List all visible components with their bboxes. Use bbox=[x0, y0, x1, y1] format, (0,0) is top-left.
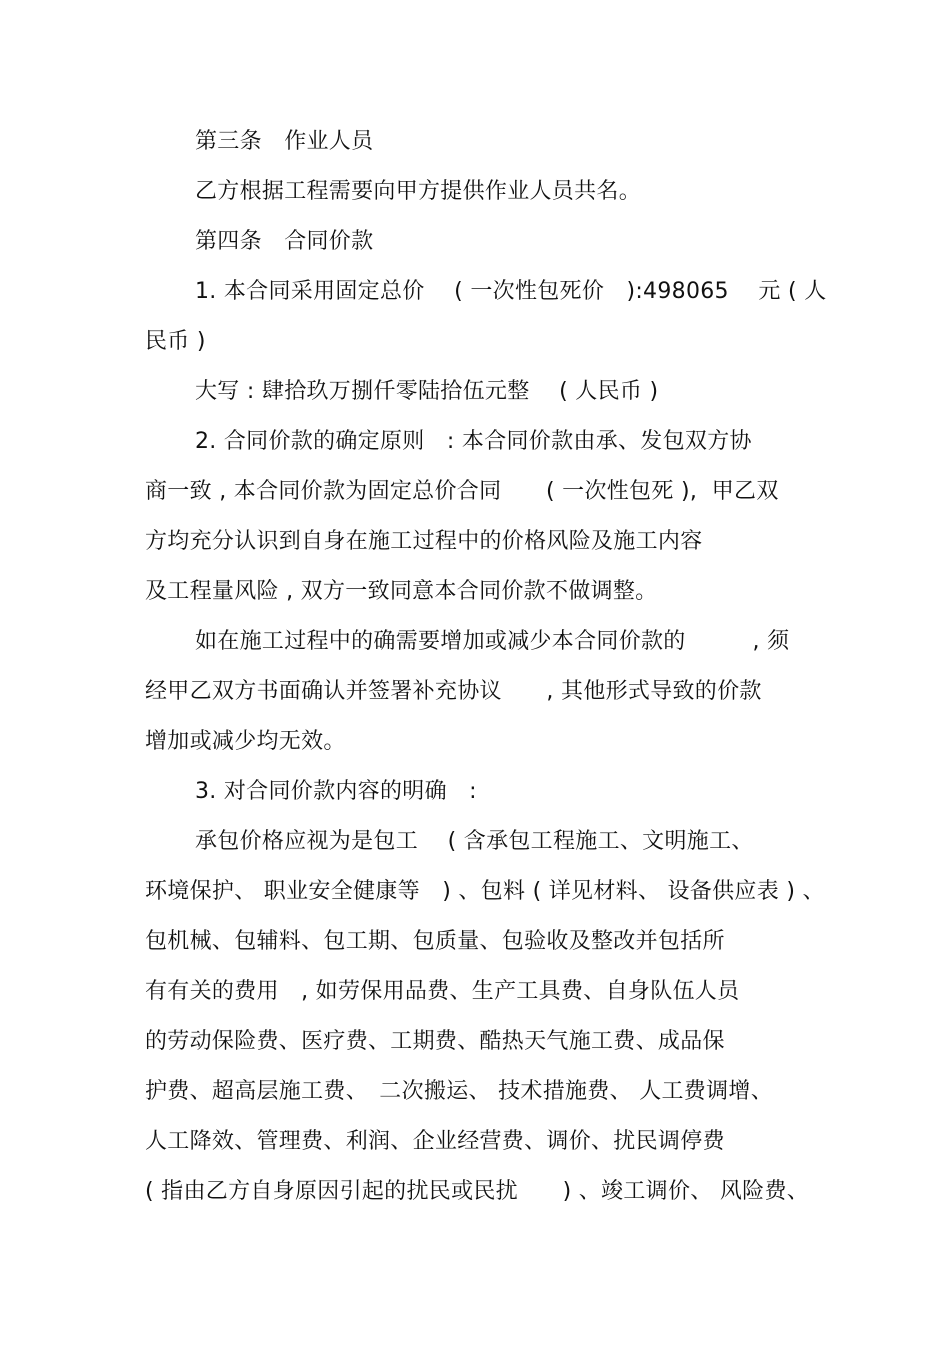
text-line: 3. 对合同价款内容的明确 : bbox=[195, 779, 477, 804]
text-line: ( 指由乙方自身原因引起的扰民或民扰 ) 、竣工调价、 风险费、 bbox=[145, 1179, 810, 1204]
text-line: 增加或减少均无效。 bbox=[145, 729, 346, 754]
text-line: 大写 : 肆拾玖万捌仟零陆拾伍元整 ( 人民币 ) bbox=[195, 379, 659, 404]
text-line: 护费、超高层施工费、 二次搬运、 技术措施费、 人工费调增、 bbox=[145, 1079, 773, 1104]
text-line: 乙方根据工程需要向甲方提供作业人员共名。 bbox=[195, 179, 642, 204]
text-line: 包机械、包辅料、包工期、包质量、包验收及整改并包括所 bbox=[145, 929, 725, 954]
text-line: 承包价格应视为是包工 ( 含承包工程施工、文明施工、 bbox=[195, 829, 754, 854]
text-line: 环境保护、 职业安全健康等 ) 、包料 ( 详见材料、 设备供应表 ) 、 bbox=[145, 879, 825, 904]
text-line: 1. 本合同采用固定总价 ( 一次性包死价 ):498065 元 ( 人 bbox=[195, 279, 827, 304]
article-3-heading: 第三条 作业人员 bbox=[195, 129, 374, 154]
text-line: 及工程量风险 , 双方一致同意本合同价款不做调整。 bbox=[145, 579, 658, 604]
text-line: 2. 合同价款的确定原则 : 本合同价款由承、发包双方协 bbox=[195, 429, 752, 454]
text-line: 经甲乙双方书面确认并签署补充协议 , 其他形式导致的价款 bbox=[145, 679, 762, 704]
text-line: 民币 ) bbox=[145, 329, 206, 354]
text-line: 如在施工过程中的确需要增加或减少本合同价款的 , 须 bbox=[195, 629, 790, 654]
article-4-heading: 第四条 合同价款 bbox=[195, 229, 374, 254]
text-line: 人工降效、管理费、利润、企业经营费、调价、扰民调停费 bbox=[145, 1129, 725, 1154]
text-line: 的劳动保险费、医疗费、工期费、酷热天气施工费、成品保 bbox=[145, 1029, 725, 1054]
text-line: 有有关的费用 , 如劳保用品费、生产工具费、自身队伍人员 bbox=[145, 979, 740, 1004]
text-line: 方均充分认识到自身在施工过程中的价格风险及施工内容 bbox=[145, 529, 703, 554]
text-line: 商一致 , 本合同价款为固定总价合同 ( 一次性包死 ), 甲乙双 bbox=[145, 479, 779, 504]
